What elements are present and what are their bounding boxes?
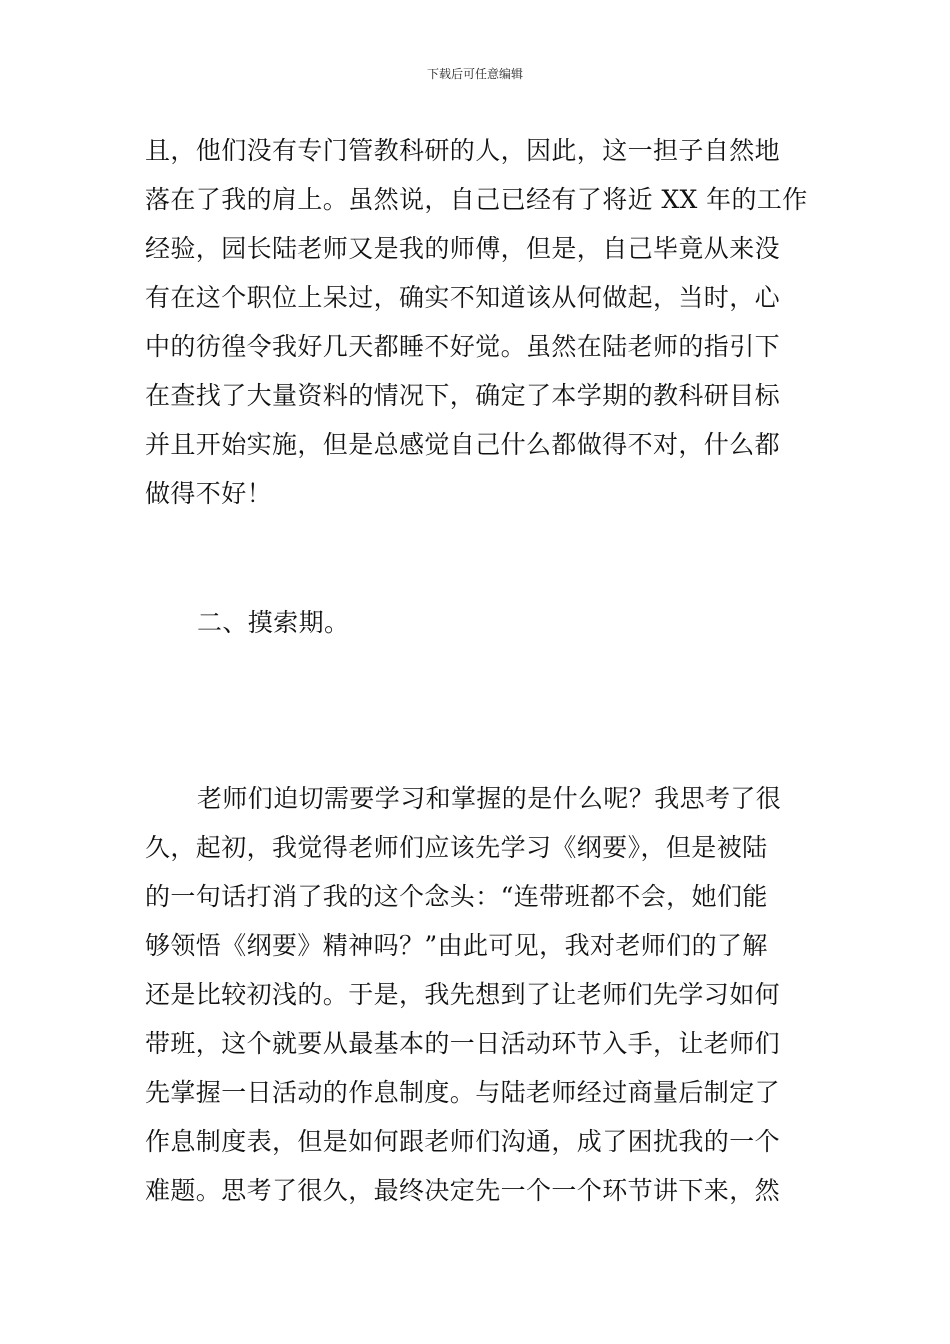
- paragraph-1: [145, 126, 810, 518]
- text-line: 难题。思考了很久，最终决定先一个一个环节讲下来，然: [145, 1176, 781, 1205]
- text-line: 久，起初，我觉得老师们应该先学习《纲要》，但是被陆: [145, 833, 768, 862]
- section-heading-text: 二、摸索期。: [197, 608, 350, 637]
- paragraph-2: [145, 774, 810, 1215]
- text-line: 中的彷徨令我好几天都睡不好觉。虽然在陆老师的指引下: [145, 332, 781, 361]
- text-line: 带班，这个就要从最基本的一日活动环节入手，让老师们: [145, 1029, 781, 1058]
- text-line: 且，他们没有专门管教科研的人，因此，这一担子自然地: [145, 136, 781, 165]
- text-line: 先掌握一日活动的作息制度。与陆老师经过商量后制定了: [145, 1078, 781, 1107]
- text-line: 够领悟《纲要》精神吗？”由此可见，我对老师们的了解: [145, 931, 768, 960]
- text-line: 经验，园长陆老师又是我的师傅，但是，自己毕竟从来没: [145, 234, 781, 263]
- section-heading: [145, 598, 810, 647]
- text-line: 在查找了大量资料的情况下，确定了本学期的教科研目标: [145, 381, 781, 410]
- text-line: 落在了我的肩上。虽然说，自己已经有了将近 XX 年的工作: [145, 185, 808, 214]
- text-line: 作息制度表，但是如何跟老师们沟通，成了困扰我的一个: [145, 1127, 781, 1156]
- text-line: 老师们迫切需要学习和掌握的是什么呢？我思考了很: [197, 784, 782, 813]
- text-line: 还是比较初浅的。于是，我先想到了让老师们先学习如何: [145, 980, 781, 1009]
- header-note: 下载后可任意编辑: [426, 67, 523, 81]
- text-line: 有在这个职位上呆过，确实不知道该从何做起，当时，心: [145, 283, 781, 312]
- text-line: 的一句话打消了我的这个念头：“连带班都不会，她们能: [145, 882, 768, 911]
- text-line: 并且开始实施，但是总感觉自己什么都做得不对，什么都: [145, 430, 781, 459]
- text-line: 做得不好！: [145, 479, 273, 508]
